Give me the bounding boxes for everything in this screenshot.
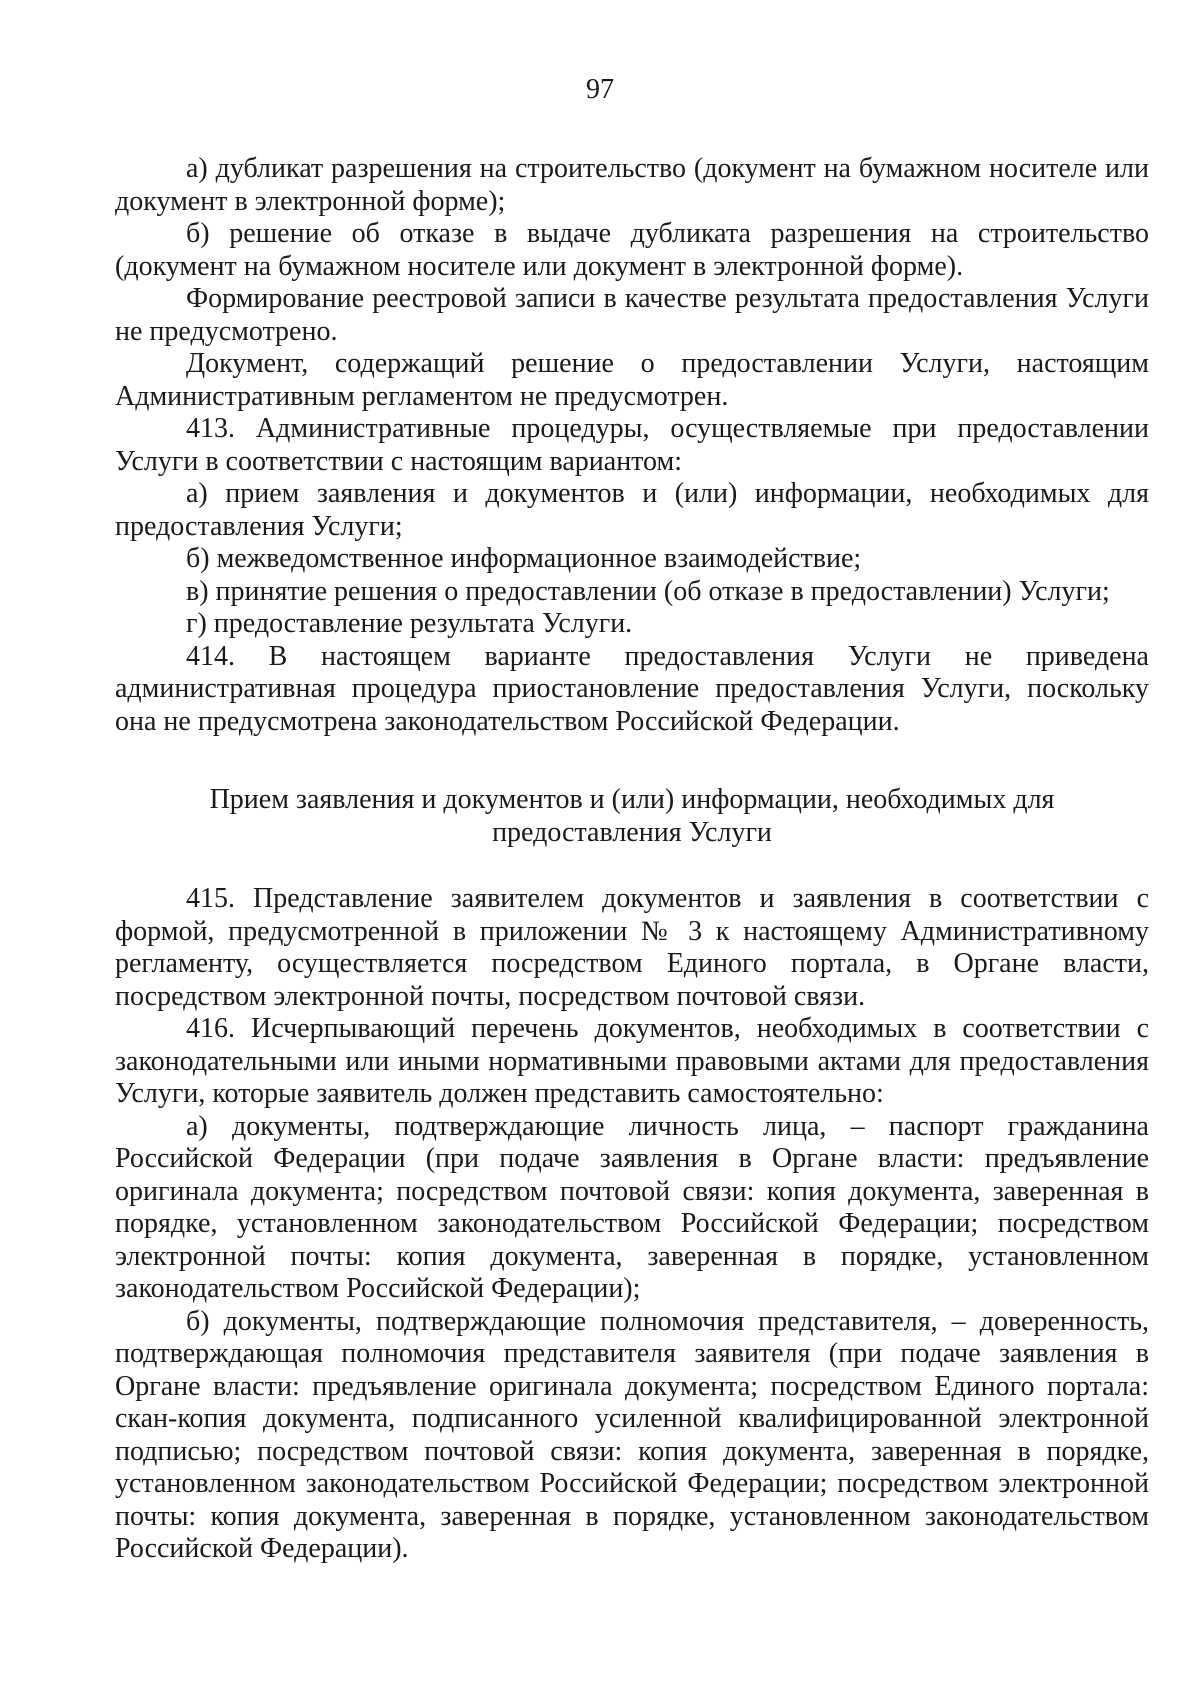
paragraph-414: 414. В настоящем варианте предоставления Услуги не приведена административная процедура приостановление предоставления Услуги, поскольку она не предусмотрена законодательством Российской Федерации. [115, 640, 1149, 737]
list-item-413-b: б) межведомственное информационное взаимодействие; [186, 543, 862, 574]
paragraph-decision-document: Документ, содержащий решение о предоставлении Услуги, настоящим Административным регламентом не предусмотрен. [115, 348, 1149, 412]
paragraph-duplicate-permit: а) дубликат разрешения на строительство (документ на бумажном носителе или документ в электронной форме); [115, 153, 1149, 217]
list-item-416-b: б) документы, подтверждающие полномочия представителя, – доверенность, подтверждающая полномочия представителя заявителя (при подаче заявления в Органе власти: предъявление оригинала документа; посредством Единого портала: скан-копия документа, подписанного усиленной квалифицированной электронной подписью; посредством почтовой связи: копия документа, заверенная в порядке, установленном законодательством Российской Федерации; посредством электронной почты: копия документа, заверенная в порядке, установленном законодательством Российской Федерации). [115, 1305, 1149, 1564]
paragraph-413: 413. Административные процедуры, осуществляемые при предоставлении Услуги в соответствии с настоящим вариантом: [115, 413, 1149, 477]
list-item-413-a: а) прием заявления и документов и (или) информации, необходимых для предоставления Услуги; [115, 478, 1149, 542]
paragraph-415: 415. Представление заявителем документов и заявления в соответствии с формой, предусмотренной в приложении № 3 к настоящему Административному регламенту, осуществляется посредством Единого портала, в Органе власти, посредством электронной почты, посредством почтовой связи. [115, 883, 1149, 1012]
list-item-413-d: г) предоставление результата Услуги. [186, 608, 633, 639]
section-heading [115, 784, 1149, 849]
page-number: 97 [586, 74, 614, 105]
paragraph-416: 416. Исчерпывающий перечень документов, необходимых в соответствии с законодательными или иными нормативными правовыми актами для предоставления Услуги, которые заявитель должен представить самостоятельно: [115, 1013, 1149, 1109]
section-heading-line-1: Прием заявления и документов и (или) информации, необходимых для [209, 784, 1055, 815]
list-item-416-a: а) документы, подтверждающие личность лица, – паспорт гражданина Российской Федерации (при подаче заявления в Органе власти: предъявление оригинала документа; посредством почтовой связи: копия документа, заверенная в порядке, установленном законодательством Российской Федерации; посредством электронной почты: копия документа, заверенная в порядке, установленном законодательством Российской Федерации); [115, 1110, 1149, 1304]
document-body [115, 153, 1149, 1566]
list-item-413-c: в) принятие решения о предоставлении (об отказе в предоставлении) Услуги; [186, 575, 1110, 607]
paragraph-refusal-decision: б) решение об отказе в выдаче дубликата разрешения на строительство (документ на бумажном носителе или документ в электронной форме). [115, 218, 1149, 282]
section-heading-line-2: предоставления Услуги [492, 816, 772, 848]
paragraph-registry-record: Формирование реестровой записи в качестве результата предоставления Услуги не предусмотрено. [115, 283, 1149, 347]
